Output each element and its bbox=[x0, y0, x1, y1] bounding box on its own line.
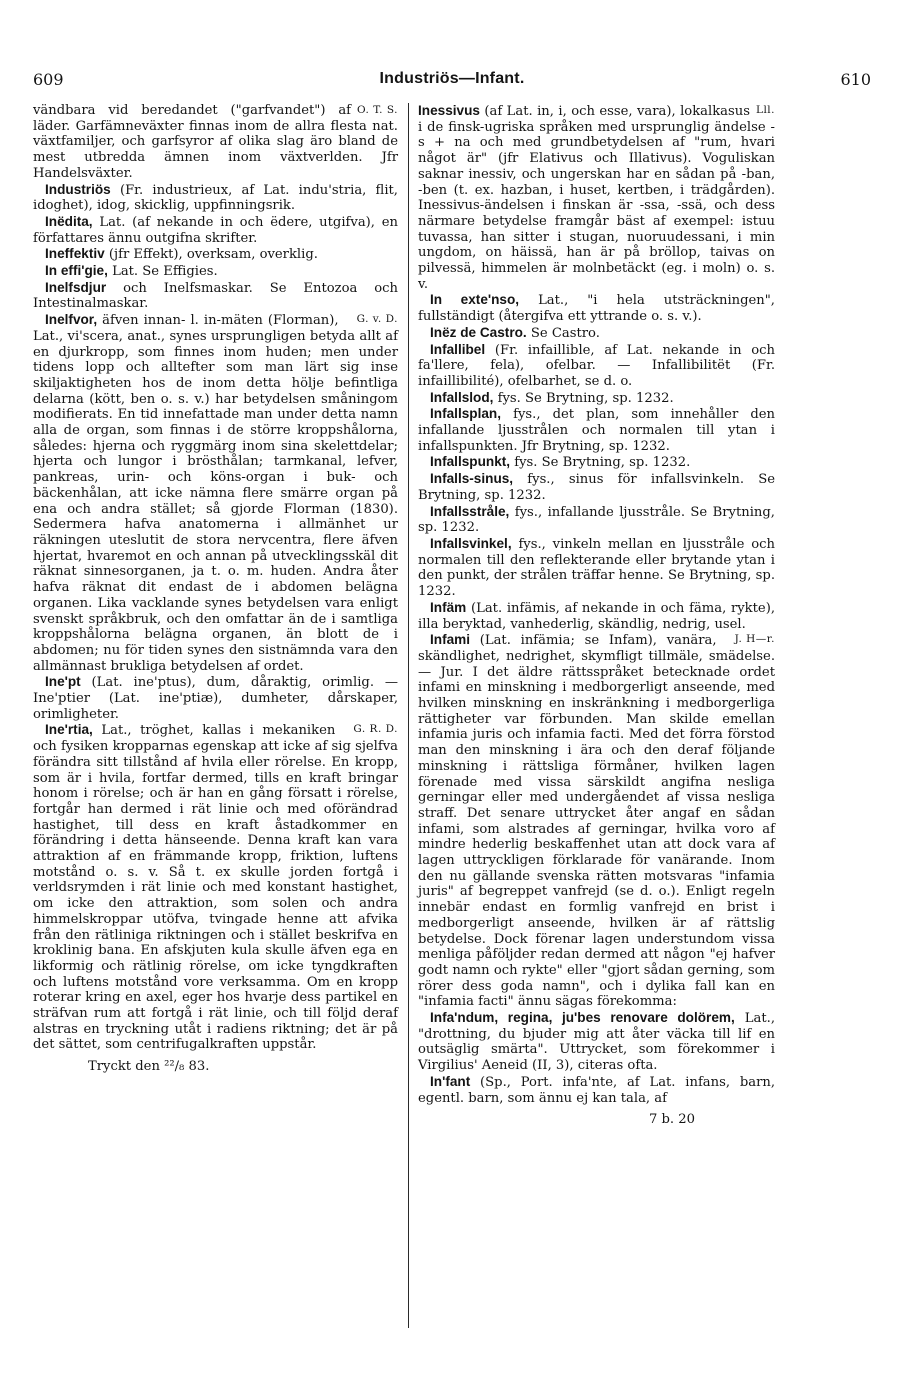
dictionary-entry bbox=[33, 246, 398, 263]
entry-text: (Lat. infämia; se Infam), vanära, skändlighet, nedrighet, skymfligt tillmäle, smädelse. — Jur. I det äldre rättsspråket betecknade ordet infami en minskning i medborgerligt anseende, med hvilken minskning en inskränkning i medborgerliga rättigheter var förbunden. Man skilde emellan infamia juris och infamia facti. Med det förra förstod man den minskning i ära och den deraf följande minskning i rättsliga förmåner, hvilken lagen förenade med vissa särskildt angifna nesliga gerningar eller med undergåendet af vissa nesliga straff. Det senare uttrycket åter angaf en sådan infami, som alstrades af gerningar, hvilka voro af mindre hederlig beskaffenhet utan att dock vara af lagen uttryckligen förklarade för vanärande. Inom den nu gällande svenska rätten motsvaras "infamia juris" af begreppet vanfrejd (se d. o.). Enligt regeln innebär endast en formlig vanfrejd en brist i medborgerligt anseende, hvilken är af rättslig betydelse. Dock förenar lagen understundom vissa menliga påföljder redan dermed att någon "ej hafver godt namn och rykte" eller "gjort sådan gerning, som rörer dess goda namn", och i dylika fall kan en "infamia facti" ännu sägas förekomma: bbox=[418, 633, 775, 1010]
author-signature: O. T. S. bbox=[357, 104, 398, 116]
dictionary-entry bbox=[418, 342, 775, 390]
dictionary-entry bbox=[33, 214, 398, 246]
dictionary-entry bbox=[33, 280, 398, 312]
dictionary-entry bbox=[33, 674, 398, 722]
entry-headword: Infäm bbox=[430, 599, 467, 615]
entry-text: (Fr. infaillible, af Lat. nekande in och fa'llere, fela), ofelbar. — Infallibilitët (Fr. infaillibilité), ofelbarhet, se d. o. bbox=[418, 342, 775, 389]
dictionary-entry bbox=[418, 454, 775, 471]
entry-text: Se Castro. bbox=[530, 325, 600, 341]
entry-text: (af Lat. in, i, och esse, vara), lokalkasus i de finsk-ugriska språken med ursprunglig ändelse -s + na och med grundbetydelsen af "rum, hvari något är" (jfr Elativus och Illativus). Voguliskan saknar inessiv, och ungerskan har en sådan på -ban, -ben (t. ex. hazban, i huset, kertben, i trädgården). Inessivus-ändelsen i finskan är -ssa, -ssä, och dess närmare betydelse framgår bäst af exempel: istuu tuvassa, han sitter i stugan, nuoruudessani, i min ungdom, on häissä, han är på bröllop, taivas on pilvessä, himmelen är molnbetäckt (eg. i moln) o. s. v. bbox=[418, 104, 775, 292]
entry-headword: Inelfsdjur bbox=[45, 279, 107, 295]
entry-text: fys., sinus för infallsvinkeln. Se Brytning, sp. 1232. bbox=[418, 472, 775, 503]
entry-headword: Infallsstråle, bbox=[430, 503, 510, 519]
signature-mark: 7 b. 20 bbox=[648, 1112, 695, 1128]
right-column bbox=[418, 103, 775, 1128]
entry-headword: Industriös bbox=[45, 181, 111, 197]
page-number-left: 609 bbox=[33, 70, 64, 89]
entry-headword: In effi'gie, bbox=[45, 263, 108, 279]
author-signature: J. H—r. bbox=[734, 633, 775, 646]
entry-text: och Inelfsmaskar. Se Entozoa och Intestinalmaskar. bbox=[33, 280, 398, 312]
entry-headword: Inëdita, bbox=[45, 213, 93, 229]
dictionary-entry bbox=[33, 263, 398, 280]
dictionary-entry bbox=[418, 292, 775, 324]
entry-headword: Infallslod, bbox=[430, 389, 494, 405]
dictionary-entry bbox=[418, 390, 775, 407]
author-signature: G. R. D. bbox=[353, 723, 398, 736]
running-title: Industriös—Infant. bbox=[379, 70, 525, 87]
column-divider bbox=[408, 103, 409, 1328]
entry-headword: Infallspunkt, bbox=[430, 454, 511, 470]
entry-text: (Lat. ine'ptus), dum, dåraktig, orimlig. — Ine'ptier (Lat. ine'ptiæ), dumheter, dårskaper, orimligheter. bbox=[33, 675, 398, 722]
entry-text: (Fr. industrieux, af Lat. indu'stria, flit, idoghet), idog, skicklig, uppfinningsrik. bbox=[33, 182, 398, 214]
dictionary-entry bbox=[418, 406, 775, 454]
dictionary-entry bbox=[418, 471, 775, 503]
entry-text: fys. Se Brytning, sp. 1232. bbox=[514, 455, 691, 471]
entry-headword: Infallsplan, bbox=[430, 406, 502, 422]
dictionary-entry bbox=[418, 632, 775, 1010]
author-signature: G. v. D. bbox=[356, 313, 398, 326]
entry-text: äfven innan- l. in-mäten (Florman), Lat., vi'scera, anat., synes ursprungligen betyda allt af en djurkropp, som finnes inom huden; men under tidens lopp och alltefter som man lärt sig inse skiljaktigheten hos de inom detta hölje befintliga delarna (kött, ben o. s. v.) har betydelsen småningom modifierats. En tid innefattade man under detta namn alla de organ, som finnas i de större kroppshålorna, således: hjerna och ryggmärg inom sina skelettdelar; hjerta och lungor i brösthålan; tarmkanal, lefver, pankreas, urin- och köns-organ i buk- och bäckenhålan, att icke nämna flere smärre organ på ena och andra stället; så gjorde Florman (1830). Sedermera hafva anatomerna i allmänhet ur räkningen uteslutit de stora nervcentra, flere äfven hjertat, hvaremot en och annan på utvecklingsskäl dit räknat sinnesorganen, ja t. o. m. huden. Andra åter hafva räknat dit endast de i abdomen belägna organen. Lika vacklande synes betydelsen vara enligt svenskt språkbruk, och den omfattar än de i samtliga kroppshålorna belägna organen, än blott de i abdomen; nu för tiden synes den sistnämnda vara den allmännast brukliga betydelsen af ordet. bbox=[33, 313, 398, 674]
entry-headword: Ine'pt bbox=[45, 674, 81, 690]
entry-text: Lat. (af nekande in och ëdere, utgifva), en författares ännu outgifna skrifter. bbox=[33, 214, 398, 246]
entry-text: fys. Se Brytning, sp. 1232. bbox=[497, 390, 674, 406]
dictionary-entry bbox=[418, 1010, 775, 1074]
entry-text: Lat., "drottning, du bjuder mig att åter väcka till lif en outsäglig smärta". Uttrycket, som förekommer i Virgilius' Aeneid (II, 3), citeras ofta. bbox=[418, 1011, 775, 1074]
dictionary-entry bbox=[33, 103, 398, 182]
entry-headword: Infami bbox=[430, 632, 471, 648]
entry-text: fys., det plan, som innehåller den infallande ljusstrålen och normalen till ytan i infallspunkten. Jfr Brytning, sp. 1232. bbox=[418, 407, 775, 454]
dictionary-entry bbox=[33, 312, 398, 674]
dictionary-entry bbox=[418, 325, 775, 342]
entry-text: fys., vinkeln mellan en ljusstråle och normalen till den reflekterande eller brytande ytan i den punkt, der strålen träffar henne. Se Brytning, sp. 1232. bbox=[418, 536, 775, 600]
left-column bbox=[33, 103, 398, 1075]
entry-headword: Infallibel bbox=[430, 341, 486, 357]
entry-text: vändbara vid beredandet ("garfvandet") af läder. Garfämneväxter finnas inom de allra flesta nat. växtfamiljer, och garfsyror af olika slag äro bland de mest utbredda ämnen inom växtverlden. Jfr Handelsväxter. bbox=[33, 103, 398, 181]
entry-headword: Inessivus bbox=[418, 103, 480, 118]
entry-headword: Infa'ndum, regina, ju'bes renovare dolörem, bbox=[430, 1010, 735, 1026]
dictionary-entry bbox=[33, 722, 398, 1053]
dictionary-entry bbox=[418, 504, 775, 536]
dictionary-entry bbox=[418, 600, 775, 632]
dictionary-entry bbox=[33, 182, 398, 214]
page-header bbox=[33, 70, 871, 96]
dictionary-entry bbox=[418, 536, 775, 600]
author-signature: Lll. bbox=[755, 104, 775, 116]
entry-text: fys., infallande ljusstråle. Se Brytning, sp. 1232. bbox=[418, 504, 775, 536]
entry-headword: Inelfvor, bbox=[45, 312, 98, 328]
dictionary-entry bbox=[418, 103, 775, 292]
page-number-right: 610 bbox=[840, 70, 871, 89]
entry-text: Lat. Se Effigies. bbox=[112, 264, 218, 280]
entry-headword: Infallsvinkel, bbox=[430, 535, 512, 551]
entry-text: (jfr Effekt), overksam, overklig. bbox=[108, 247, 318, 263]
entry-headword: Ine'rtia, bbox=[45, 722, 93, 738]
entry-text: Lat., "i hela utsträckningen", fullständigt (återgifva ett yttrande o. s. v.). bbox=[418, 293, 775, 325]
entry-headword: In exte'nso, bbox=[430, 292, 520, 308]
entry-headword: Infalls-sinus, bbox=[430, 471, 514, 487]
entry-headword: Inëz de Castro. bbox=[430, 324, 527, 340]
print-date: Tryckt den ²²/₈ 83. bbox=[88, 1059, 210, 1075]
entry-text: (Sp., Port. infa'nte, af Lat. infans, barn, egentl. barn, som ännu ej kan tala, af bbox=[418, 1074, 775, 1106]
entry-text: Lat., tröghet, kallas i mekaniken och fysiken kropparnas egenskap att icke af sig sjelfva förändra sitt tillstånd af hvila eller rörelse. En kropp, som är i hvila, fortfar dermed, tills en kraft bringar honom i rörelse; och är han en gång försatt i rörelse, fortgår han dermed i rät linie och med oförändrad hastighet, till dess en kraft åstadkommer en förändring i detta hänseende. Denna kraft kan vara attraktion af en främmande kropp, friktion, luftens motstånd o. s. v. Så t. ex skulle jorden fortgå i verldsrymden i rät linie och med konstant hastighet, om icke den attraktion, som solen och andra himmelskroppar utöfva, tvingade henne att afvika från den rätliniga riktningen och i stället beskrifva en kroklinig bana. En afskjuten kula skulle äfven ega en likformig och rätlinig rörelse, om icke tyngdkraften och luftens motstånd vore verksamma. Om en kropp roterar kring en axel, eger hos hvarje dess partikel en sträfvan rum att fortgå i rät linie, och till följd deraf alstras en tryckning utåt i radiens riktning; det är på det sättet, som centrifugalkraften uppstår. bbox=[33, 723, 398, 1053]
entry-headword: In'fant bbox=[430, 1073, 471, 1089]
entry-text: (Lat. infämis, af nekande in och fäma, rykte), illa beryktad, vanhederlig, skändlig, nedrig, usel. bbox=[418, 600, 775, 632]
dictionary-entry bbox=[418, 1074, 775, 1106]
entry-headword: Ineffektiv bbox=[45, 246, 105, 262]
